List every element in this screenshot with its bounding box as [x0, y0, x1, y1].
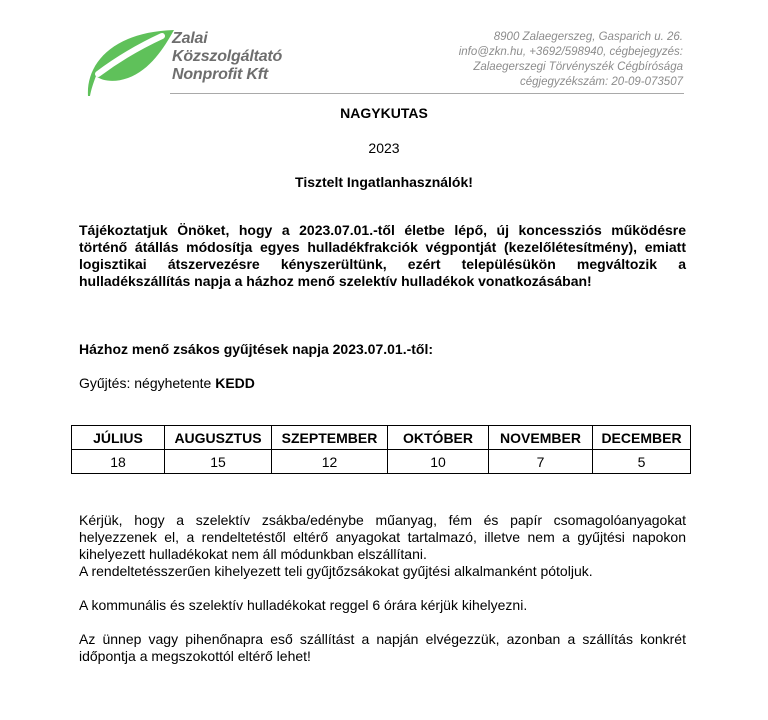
- leaf-logo-icon: [84, 26, 176, 98]
- month-header: NOVEMBER: [489, 426, 593, 450]
- company-name: [172, 30, 282, 84]
- town-title: NAGYKUTAS: [340, 105, 428, 121]
- day-cell: 5: [593, 450, 691, 474]
- frequency-day: KEDD: [215, 375, 255, 391]
- month-header: JÚLIUS: [72, 426, 165, 450]
- note-paragraph: Kérjük, hogy a szelektív zsákba/edénybe műanyag, fém és papír csomagolóanyagokat helyezzenek el, a rendeltetéstől eltérő anyagokat tartalmazó, illetve nem a gyűjtési napokon kihelyezett hulladékokat nem áll módunkban elszállítani. A rendeltetésszerűen kihelyezett teli gyűjtőzsákokat gyűjtési alkalmanként pótoljuk.: [79, 512, 686, 579]
- company-line: Zalai: [172, 30, 208, 47]
- frequency-label: Gyűjtés: négyhetente: [79, 375, 212, 391]
- address-line: cégjegyzékszám: 20-09-073507: [519, 76, 683, 88]
- header-divider: [170, 93, 684, 94]
- schedule-table: [71, 425, 691, 474]
- company-line: Nonprofit Kft: [172, 66, 269, 83]
- company-line: Közszolgáltató: [172, 48, 283, 65]
- collection-frequency: [79, 375, 255, 391]
- month-header: AUGUSZTUS: [165, 426, 272, 450]
- day-cell: 10: [388, 450, 489, 474]
- day-cell: 18: [72, 450, 165, 474]
- greeting: Tisztelt Ingatlanhasználók!: [295, 174, 473, 190]
- schedule-header-row: [72, 426, 691, 450]
- month-header: SZEPTEMBER: [272, 426, 388, 450]
- year-label: 2023: [368, 140, 400, 156]
- company-address: [459, 30, 683, 90]
- day-cell: 7: [489, 450, 593, 474]
- intro-paragraph: Tájékoztatjuk Önöket, hogy a 2023.07.01.-től életbe lépő, új koncessziós működésre történő átállás módosítja egyes hulladékfrakciók végpontját (kezelőlétesítmény), emiatt logisztikai átszervezésre kényszerültünk, ezért településükön megváltozik a hulladékszállítás napja a házhoz menő szelektív hulladékok vonatkozásában!: [79, 222, 686, 289]
- month-header: OKTÓBER: [388, 426, 489, 450]
- address-line: 8900 Zalaegerszeg, Gasparich u. 26.: [493, 31, 683, 43]
- note-paragraph: Az ünnep vagy pihenőnapra eső szállítást a napján elvégezzük, azonban a szállítás konkrét időpontja a megszokottól eltérő lehet!: [79, 631, 686, 664]
- address-line: info@zkn.hu, +3692/598940, cégbejegyzés:: [458, 46, 683, 58]
- day-cell: 15: [165, 450, 272, 474]
- collection-subheading: Házhoz menő zsákos gyűjtések napja 2023.07.01.-től:: [79, 341, 434, 357]
- month-header: DECEMBER: [593, 426, 691, 450]
- address-line: Zalaegerszegi Törvényszék Cégbírósága: [473, 61, 683, 73]
- schedule-days-row: [72, 450, 691, 474]
- day-cell: 12: [272, 450, 388, 474]
- note-paragraph: A kommunális és szelektív hulladékokat reggel 6 órára kérjük kihelyezni.: [79, 597, 528, 613]
